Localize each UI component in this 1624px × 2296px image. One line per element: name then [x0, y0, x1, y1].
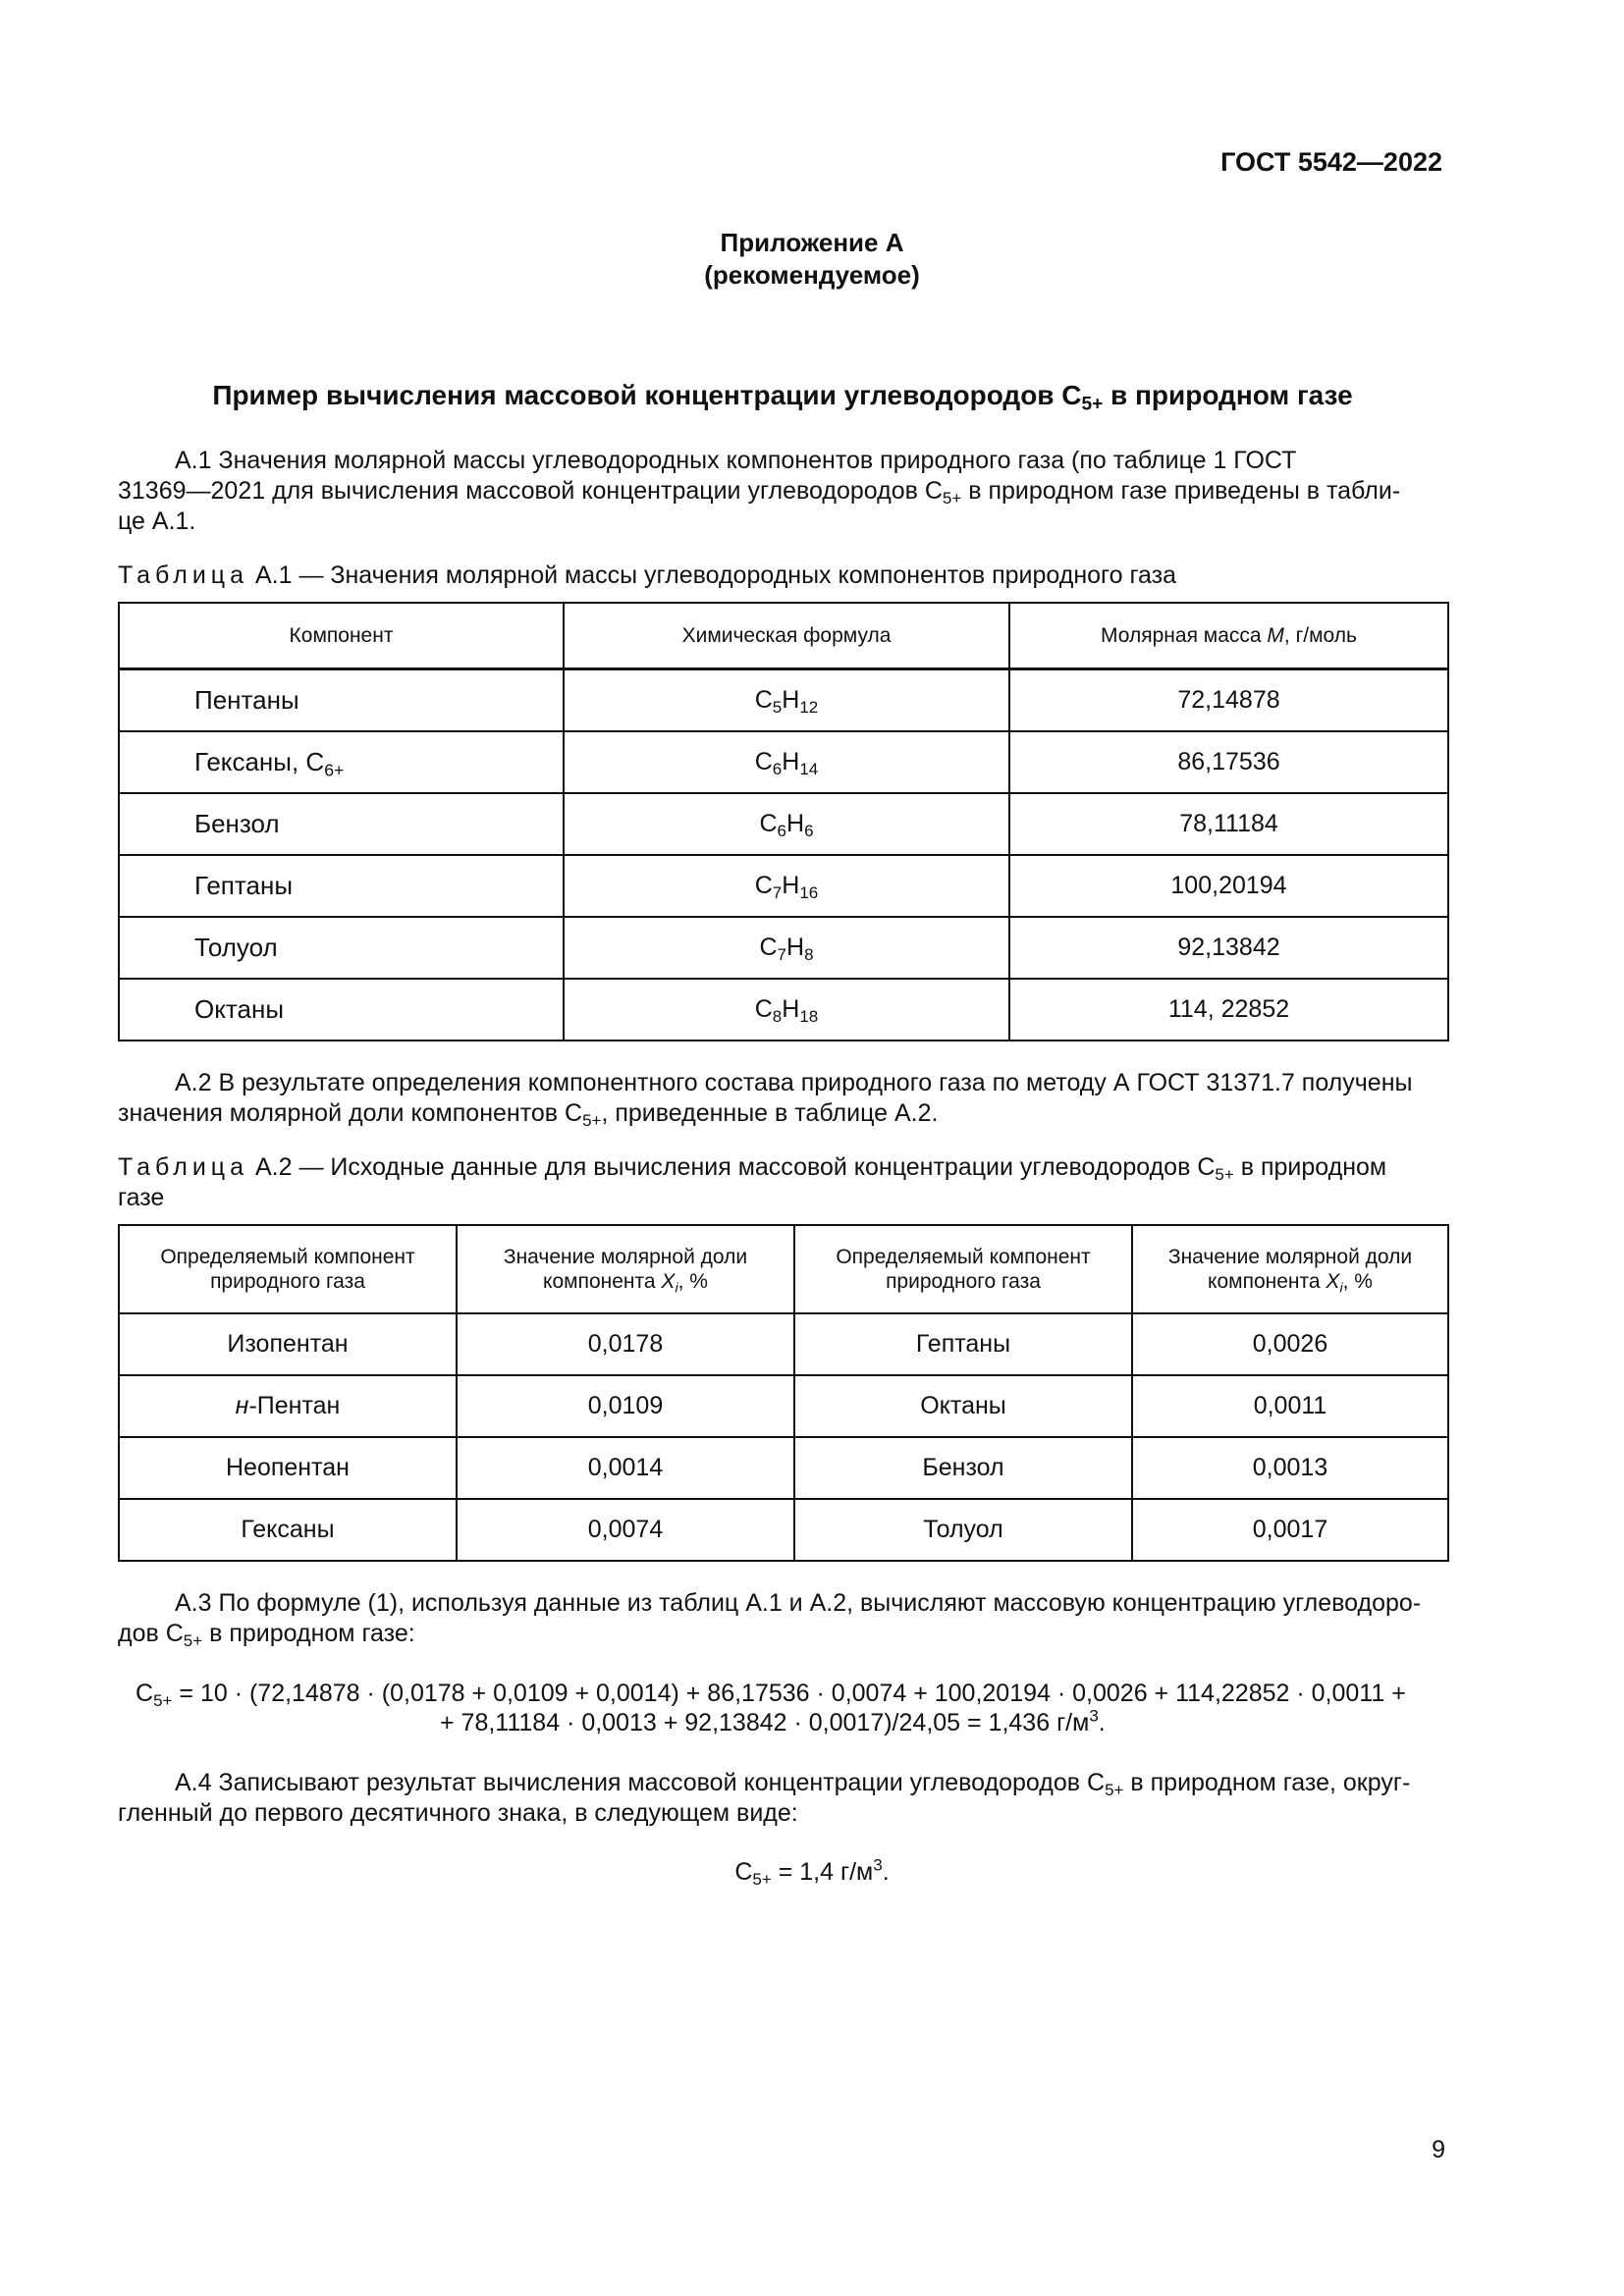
section-title: Пример вычисления массовой концентрации углеводородов $С_{5+}$ в природном газе [212, 380, 1353, 415]
component-name: Бензол [119, 793, 564, 855]
document-code-header: ГОСТ 5542—2022 [1220, 147, 1442, 177]
component-name: Неопентан [119, 1437, 457, 1499]
component-name: Толуол [794, 1499, 1132, 1561]
table-row [119, 855, 1448, 917]
molar-mass-value: 78,11184 [1009, 793, 1448, 855]
header-component-1: Определяемый компонент природного газа [119, 1225, 457, 1313]
formula-block: $C_{5+} = 10 \cdot (72,14878 \cdot (0,0178 + 0,0109 + 0,0014) + 86,17536 \cdot 0,0074 + 100,20194 \cdot 0,0026 + 114,22852 \cdot 0,0011$ + + 78,11184 · 0,0013 + 92,13842 · 0,0017)/24,05 = 1,436 $г/м^3$. [135, 1680, 1406, 1736]
header-component-2: Определяемый компонент природного газа [794, 1225, 1132, 1313]
chemical-formula: $C_7H_{16}$ [564, 855, 1009, 917]
component-name: Бензол [794, 1437, 1132, 1499]
component-name: Октаны [794, 1375, 1132, 1437]
page-number: 9 [1432, 2136, 1445, 2163]
table-a2 [118, 1224, 1449, 1562]
header-molar-fraction-1: Значение молярной доли компонента $X_i$, % [457, 1225, 794, 1313]
table-row [119, 1437, 1448, 1499]
table-row [119, 669, 1448, 732]
table-row [119, 917, 1448, 979]
component-name: Гептаны [794, 1313, 1132, 1375]
molar-fraction-value: 0,0026 [1132, 1313, 1448, 1375]
chemical-formula: $C_7H_8$ [564, 917, 1009, 979]
component-name: Октаны [119, 979, 564, 1041]
molar-fraction-value: 0,0014 [457, 1437, 794, 1499]
table-row [119, 793, 1448, 855]
table-a1-caption: Таблица А.1 — Значения молярной массы углеводородных компонентов природного газа [118, 561, 1177, 589]
molar-mass-value: 114, 22852 [1009, 979, 1448, 1041]
molar-mass-value: 100,20194 [1009, 855, 1448, 917]
component-name: Гептаны [119, 855, 564, 917]
molar-mass-value: 86,17536 [1009, 731, 1448, 793]
chemical-formula: $C_8H_{18}$ [564, 979, 1009, 1041]
header-formula: Химическая формула [564, 603, 1009, 669]
chemical-formula: $C_5H_{12}$ [564, 669, 1009, 732]
molar-fraction-value: 0,0074 [457, 1499, 794, 1561]
component-name: Толуол [119, 917, 564, 979]
table-row [119, 1375, 1448, 1437]
molar-fraction-value: 0,0178 [457, 1313, 794, 1375]
header-molar-mass: Молярная масса M, г/моль [1009, 603, 1448, 669]
annex-title: Приложение А [720, 228, 904, 257]
molar-mass-value: 72,14878 [1009, 669, 1448, 732]
molar-mass-value: 92,13842 [1009, 917, 1448, 979]
table-row [119, 1499, 1448, 1561]
annex-type: (рекомендуемое) [704, 260, 920, 290]
molar-fraction-value: 0,0109 [457, 1375, 794, 1437]
result-formula: $C_{5+} = 1,4$ $г/м^3$. [734, 1855, 890, 1890]
molar-fraction-value: 0,0017 [1132, 1499, 1448, 1561]
table-header-row [119, 1225, 1448, 1313]
component-name: Изопентан [119, 1313, 457, 1375]
paragraph-a2: А.2 В результате определения компонентного состава природного газа по методу А ГОСТ 31371.7 получены значения молярной доли компонентов $С_{5+}$, приведенные в таблице А.2. [118, 1069, 1413, 1131]
chemical-formula: $C_6H_{14}$ [564, 731, 1009, 793]
component-name: Гексаны [119, 1499, 457, 1561]
table-row [119, 1313, 1448, 1375]
molar-fraction-value: 0,0013 [1132, 1437, 1448, 1499]
component-name: н-Пентан [119, 1375, 457, 1437]
paragraph-a1: А.1 Значения молярной массы углеводородных компонентов природного газа (по таблице 1 ГОСТ 31369—2021 для вычисления массовой концентрации углеводородов $С_{5+}$ в природном газе приведены в табли- це А.1. [118, 447, 1401, 535]
table-a1 [118, 602, 1449, 1041]
header-molar-fraction-2: Значение молярной доли компонента $X_i$, % [1132, 1225, 1448, 1313]
table-row [119, 979, 1448, 1041]
component-name: Пентаны [119, 669, 564, 732]
chemical-formula: $C_6H_6$ [564, 793, 1009, 855]
component-name: Гексаны, $С_{6+}$ [119, 731, 564, 793]
table-row [119, 731, 1448, 793]
molar-fraction-value: 0,0011 [1132, 1375, 1448, 1437]
table-header-row [119, 603, 1448, 669]
header-component: Компонент [119, 603, 564, 669]
table-a2-caption: Таблица А.2 — Исходные данные для вычисления массовой концентрации углеводородов $С_{5+}$ в природном газе [118, 1153, 1387, 1211]
paragraph-a3: А.3 По формуле (1), используя данные из таблиц А.1 и А.2, вычисляют массовую концентрацию углеводоро- дов $С_{5+}$ в природном газе: [118, 1589, 1422, 1651]
paragraph-a4: А.4 Записывают результат вычисления массовой концентрации углеводородов $С_{5+}$ в природном газе, округ- гленный до первого десятичного знака, в следующем виде: [118, 1769, 1411, 1827]
